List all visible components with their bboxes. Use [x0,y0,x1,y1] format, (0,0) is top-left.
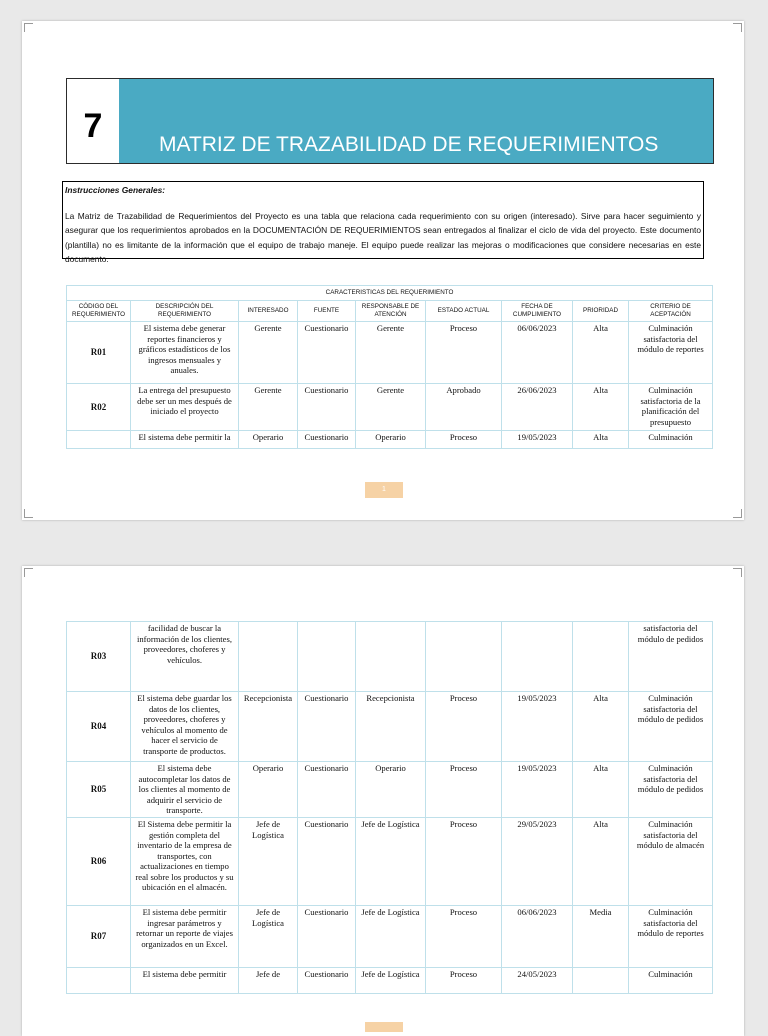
table-cell [502,622,573,692]
table-cell: Cuestionario [298,431,356,449]
table-cell: Proceso [426,692,502,762]
table-cell: Jefe de Logística [356,906,426,968]
table-cell: El sistema debe generar reportes financieros y gráficos estadísticos de los ingresos mensuales y anuales. [131,322,239,384]
table-cell: Jefe de Logística [356,818,426,906]
table-cell: Alta [573,384,629,431]
table-cell: 19/05/2023 [502,692,573,762]
table-cell: 19/05/2023 [502,431,573,449]
section-title-box [66,78,714,164]
table-cell: Media [573,906,629,968]
table-cell: El sistema debe permitir [131,968,239,994]
requirement-code [67,431,131,449]
table-cell: Cuestionario [298,384,356,431]
table-cell: Proceso [426,762,502,818]
page-number-badge: 1 [365,482,403,498]
table-row [67,818,713,906]
table-cell: Culminación satisfactoria del módulo de pedidos [629,762,713,818]
table-cell: Cuestionario [298,968,356,994]
section-number: 7 [83,106,103,145]
table-row [67,906,713,968]
table-row [67,622,713,692]
traceability-table-page1 [66,285,713,449]
requirement-code: R07 [67,906,131,968]
table-cell: Culminación [629,968,713,994]
table-cell: Gerente [356,322,426,384]
table-cell: Alta [573,431,629,449]
crop-mark [24,568,33,577]
table-cell: Recepcionista [356,692,426,762]
requirement-code: R03 [67,622,131,692]
table-cell: La entrega del presupuesto debe ser un mes después de iniciado el proyecto [131,384,239,431]
column-header: ESTADO ACTUAL [426,301,502,322]
crop-mark [24,509,33,518]
table-cell: Culminación satisfactoria del módulo de reportes [629,906,713,968]
crop-mark [24,23,33,32]
table-cell: Alta [573,818,629,906]
crop-mark [733,568,742,577]
table-cell: Alta [573,322,629,384]
table-cell: 24/05/2023 [502,968,573,994]
table-row [67,384,713,431]
table-row [67,322,713,384]
table-cell: 26/06/2023 [502,384,573,431]
requirement-code: R05 [67,762,131,818]
traceability-table-page2 [66,621,713,994]
table-cell: Jefe de Logística [356,968,426,994]
table-cell: El sistema debe permitir la [131,431,239,449]
table-cell [573,622,629,692]
table-cell: 06/06/2023 [502,906,573,968]
requirement-code: R01 [67,322,131,384]
table-cell: Jefe de Logística [239,818,298,906]
table-cell: Cuestionario [298,906,356,968]
table-cell: Jefe de [239,968,298,994]
table-cell: Proceso [426,431,502,449]
document-page-2 [22,566,744,1036]
table-cell [239,622,298,692]
table-row [67,762,713,818]
requirement-code [67,968,131,994]
table-cell: Proceso [426,322,502,384]
table-cell: Recepcionista [239,692,298,762]
table-cell: El sistema debe guardar los datos de los clientes, proveedores, choferes y vehículos al momento de hacer el servicio de transporte de productos. [131,692,239,762]
table-cell: Alta [573,692,629,762]
table-cell [573,968,629,994]
table-cell: satisfactoria del módulo de pedidos [629,622,713,692]
table-cell: Culminación satisfactoria del módulo de almacén [629,818,713,906]
group-header: CARACTERISTICAS DEL REQUERIMIENTO [67,286,713,301]
column-headers [67,301,713,322]
table-cell: Gerente [239,322,298,384]
table-cell: Operario [356,431,426,449]
table-cell: El sistema debe permitir ingresar parámetros y retornar un reporte de viajes organizados en un Excel. [131,906,239,968]
table-cell [298,622,356,692]
table-row [67,431,713,449]
table-cell: Cuestionario [298,692,356,762]
column-header: PRIORIDAD [573,301,629,322]
table-cell: Culminación satisfactoria del módulo de pedidos [629,692,713,762]
column-header: CRITERIO DE ACEPTACIÓN [629,301,713,322]
crop-mark [733,23,742,32]
table-cell: Proceso [426,968,502,994]
document-page-1 [22,21,744,520]
crop-mark [733,509,742,518]
table-cell: Cuestionario [298,322,356,384]
table-cell: 29/05/2023 [502,818,573,906]
table-cell [356,622,426,692]
instructions-text: La Matriz de Trazabilidad de Requerimientos del Proyecto es una tabla que relaciona cada requerimiento con su origen (interesado). Sirve para hacer seguimiento y asegurar que los requerimientos aprobados en la DOCUMENTACIÓN DE REQUERIMIENTOS sean entregados al finalizar el ciclo de vida del proyecto. Este documento (plantilla) no es limitante de la información que el equipo de trabajo maneje. El equipo puede realizar las mejoras o modificaciones que considere necesarias en este documento. [65,211,701,264]
column-header: RESPONSABLE DE ATENCIÓN [356,301,426,322]
table-cell: Alta [573,762,629,818]
table-cell: Cuestionario [298,762,356,818]
section-title: MATRIZ DE TRAZABILIDAD DE REQUERIMIENTOS [119,79,713,163]
table-cell: Gerente [356,384,426,431]
table-cell: Proceso [426,818,502,906]
table-cell: El Sistema debe permitir la gestión completa del inventario de la empresa de transportes, con actualizaciones en tiempo real sobre los productos y su ubicación en el almacén. [131,818,239,906]
requirement-code: R04 [67,692,131,762]
table-cell: Operario [356,762,426,818]
requirement-code: R06 [67,818,131,906]
column-header: INTERESADO [239,301,298,322]
table-cell: 06/06/2023 [502,322,573,384]
table-cell: Aprobado [426,384,502,431]
table-cell: Gerente [239,384,298,431]
column-header: CÓDIGO DEL REQUERIMIENTO [67,301,131,322]
instructions-box [62,181,704,264]
table-cell: 19/05/2023 [502,762,573,818]
table-cell: El sistema debe autocompletar los datos de los clientes al momento de adquirir el servicio de transporte. [131,762,239,818]
table-cell: Operario [239,431,298,449]
column-header: FUENTE [298,301,356,322]
column-header: FECHA DE CUMPLIMIENTO [502,301,573,322]
table-cell: Culminación satisfactoria del módulo de reportes [629,322,713,384]
table-cell: Culminación [629,431,713,449]
table-cell: Operario [239,762,298,818]
instructions-heading: Instrucciones Generales: [65,185,166,195]
table-row [67,692,713,762]
table-cell: Culminación satisfactoria de la planificación del presupuesto [629,384,713,431]
table-cell [426,622,502,692]
requirement-code: R02 [67,384,131,431]
column-header: DESCRIPCIÓN DEL REQUERIMIENTO [131,301,239,322]
table-row [67,968,713,994]
table-cell: Cuestionario [298,818,356,906]
table-cell: Proceso [426,906,502,968]
table-cell: Jefe de Logística [239,906,298,968]
table-cell: facilidad de buscar la información de los clientes, proveedores, choferes y vehículos. [131,622,239,692]
